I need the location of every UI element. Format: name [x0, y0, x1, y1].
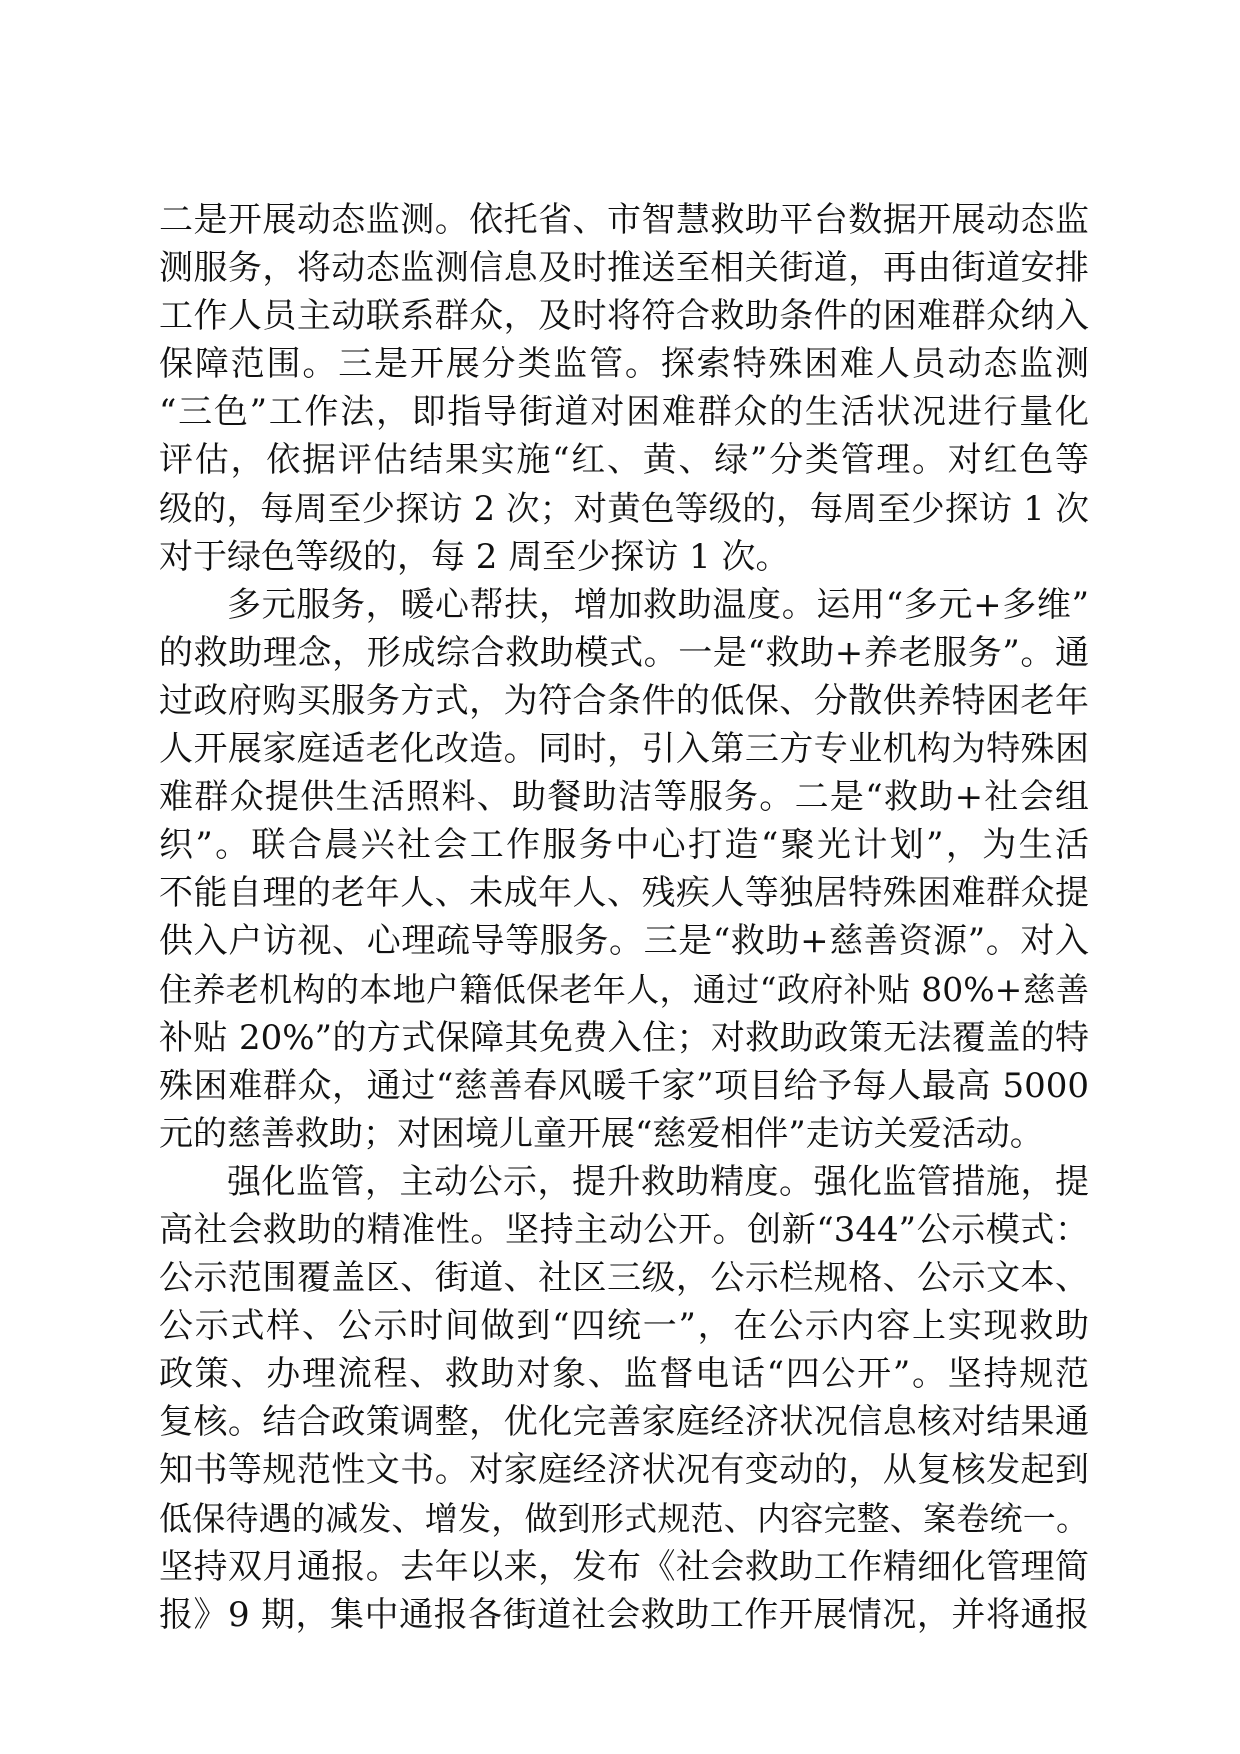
text-line: 级的，每周至少探访 2 次；对黄色等级的，每周至少探访 1 次 [159, 488, 1089, 528]
text-line: “三色”工作法，即指导街道对困难群众的生活状况进行量化 [159, 392, 1089, 433]
text-line: 政策、办理流程、救助对象、监督电话“四公开”。坚持规范 [159, 1354, 1089, 1395]
text-line: 住养老机构的本地户籍低保老年人，通过“政府补贴 80%+慈善 [159, 969, 1089, 1009]
text-line: 测服务，将动态监测信息及时推送至相关街道，再由街道安排 [159, 248, 1089, 289]
text-line: 殊困难群众，通过“慈善春风暖千家”项目给予每人最高 5000 [159, 1065, 1089, 1106]
text-line: 过政府购买服务方式，为符合条件的低保、分散供养特困老年 [159, 680, 1089, 721]
text-line: 知书等规范性文书。对家庭经济状况有变动的，从复核发起到 [159, 1450, 1089, 1491]
text-line: 不能自理的老年人、未成年人、残疾人等独居特殊困难群众提 [159, 873, 1089, 914]
text-line: 公示式样、公示时间做到“四统一”，在公示内容上实现救助 [159, 1306, 1089, 1347]
text-line: 的救助理念，形成综合救助模式。一是“救助+养老服务”。通 [159, 632, 1089, 673]
text-line: 对于绿色等级的，每 2 周至少探访 1 次。 [159, 536, 790, 577]
text-line: 难群众提供生活照料、助餐助洁等服务。二是“救助+社会组 [159, 777, 1089, 818]
text-line: 强化监管，主动公示，提升救助精度。强化监管措施，提 [227, 1161, 1089, 1202]
text-line: 保障范围。三是开展分类监管。探索特殊困难人员动态监测 [159, 344, 1089, 385]
document-body [159, 196, 1089, 1639]
text-line: 织”。联合晨兴社会工作服务中心打造“聚光计划”，为生活 [159, 825, 1089, 866]
text-line: 工作人员主动联系群众，及时将符合救助条件的困难群众纳入 [159, 296, 1089, 337]
text-line: 高社会救助的精准性。坚持主动公开。创新“344”公示模式： [159, 1209, 1089, 1250]
text-line: 公示范围覆盖区、街道、社区三级，公示栏规格、公示文本、 [159, 1258, 1089, 1299]
text-line: 低保待遇的减发、增发，做到形式规范、内容完整、案卷统一。 [159, 1498, 1089, 1538]
text-line: 补贴 20%”的方式保障其免费入住；对救助政策无法覆盖的特 [159, 1017, 1089, 1058]
text-line: 二是开展动态监测。依托省、市智慧救助平台数据开展动态监 [159, 200, 1089, 240]
text-line: 多元服务，暖心帮扶，增加救助温度。运用“多元+多维” [227, 584, 1089, 625]
text-line: 报》9 期，集中通报各街道社会救助工作开展情况，并将通报 [159, 1594, 1089, 1635]
text-line: 坚持双月通报。去年以来，发布《社会救助工作精细化管理简 [159, 1546, 1089, 1587]
text-line: 复核。结合政策调整，优化完善家庭经济状况信息核对结果通 [159, 1402, 1089, 1443]
text-line: 元的慈善救助；对困境儿童开展“慈爱相伴”走访关爱活动。 [159, 1113, 1044, 1154]
text-line: 供入户访视、心理疏导等服务。三是“救助+慈善资源”。对入 [159, 921, 1089, 962]
text-line: 评估，依据评估结果实施“红、黄、绿”分类管理。对红色等 [159, 440, 1089, 481]
text-line: 人开展家庭适老化改造。同时，引入第三方专业机构为特殊困 [159, 729, 1089, 770]
